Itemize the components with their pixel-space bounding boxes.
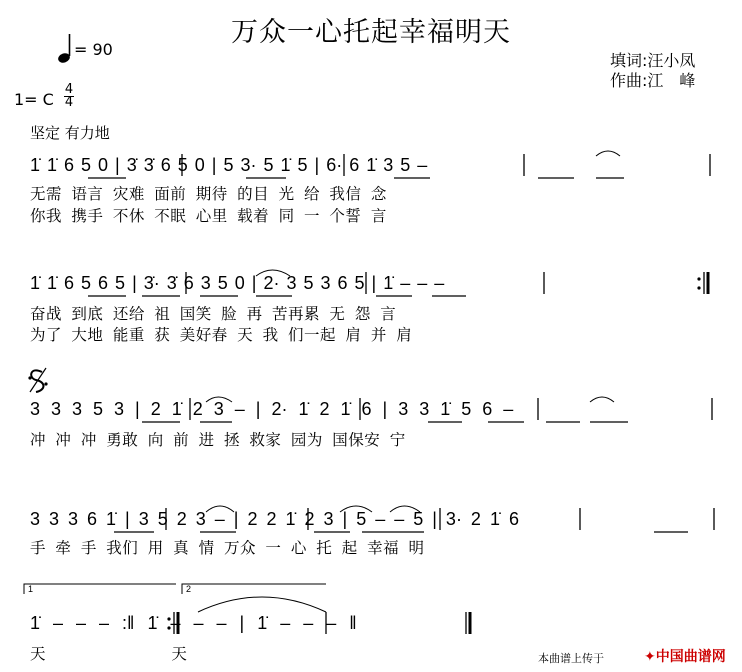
lyrics-row-3: 冲 冲 冲 勇敢 向 前 进 拯 救家 园为 国保安 宁 — [30, 431, 406, 449]
volta-1-label: 1 — [28, 584, 34, 594]
lyrics-row-2-verse-1: 奋战 到底 还给 祖 国笑 脸 再 苦再累 无 怨 言 — [30, 305, 397, 323]
site-logo[interactable]: ✦中国曲谱网 — [644, 649, 726, 665]
page-title: 万众一心托起幸福明天 — [231, 17, 511, 48]
tempo-marking: = 90 — [74, 40, 113, 59]
volta-brackets — [24, 584, 326, 594]
upload-note: 本曲谱上传于 — [538, 652, 604, 665]
volta-2-label: 2 — [186, 584, 192, 594]
time-signature: 4 4 — [64, 82, 74, 110]
notes-row-1: 1̇ 1̇ 6 5 0 | 3̇ 3̇ 6 5 0 | 5 3· 5 1̇ 5 | 6· 6 1̇ 3 5 – — [30, 155, 428, 175]
notes-row-3: 3 3 3 5 3 | 2 1̇ 2 3 – | 2· 1̇ 2 1̇ 6 | 3 3 1̇ 5 6 – — [30, 399, 514, 419]
segno-icon — [28, 368, 47, 392]
lyrics-row-5: 天 天 — [30, 645, 188, 663]
beams — [88, 178, 688, 532]
notes-row-4: 3 3 3 6 1̇ | 3 5 2 3 – | 2 2 1̇ 2 3 | 5 – – 5 | 3· 2 1̇ 6 — [30, 509, 519, 529]
expression-marking: 坚定 有力地 — [30, 124, 110, 142]
site-logo-icon: ✦ — [644, 649, 656, 665]
notes-row-5: 1̇ – – – :‖ 1̇ – – – | 1̇ – – – ‖ — [30, 613, 357, 633]
key-signature: 1= C — [14, 90, 54, 109]
lyrics-row-4: 手 牵 手 我们 用 真 情 万众 一 心 托 起 幸福 明 — [30, 539, 425, 557]
notes-row-2: 1̇ 1̇ 6 5 6 5 | 3̇· 3̇ 6 3 5 0 | 2· 3 5 3 6 5 | 1̇ – – – — [30, 273, 445, 293]
lyrics-row-1-verse-1: 无需 语言 灾难 面前 期待 的目 光 给 我信 念 — [30, 185, 387, 203]
lyricist-credit: 填词:汪小凤 — [610, 51, 696, 70]
lyrics-row-1-verse-2: 你我 携手 不休 不眠 心里 载着 同 一 个誓 言 — [30, 207, 387, 225]
lyrics-row-2-verse-2: 为了 大地 能重 获 美好春 天 我 们一起 肩 并 肩 — [30, 326, 413, 344]
composer-credit: 作曲:江 峰 — [610, 71, 696, 90]
